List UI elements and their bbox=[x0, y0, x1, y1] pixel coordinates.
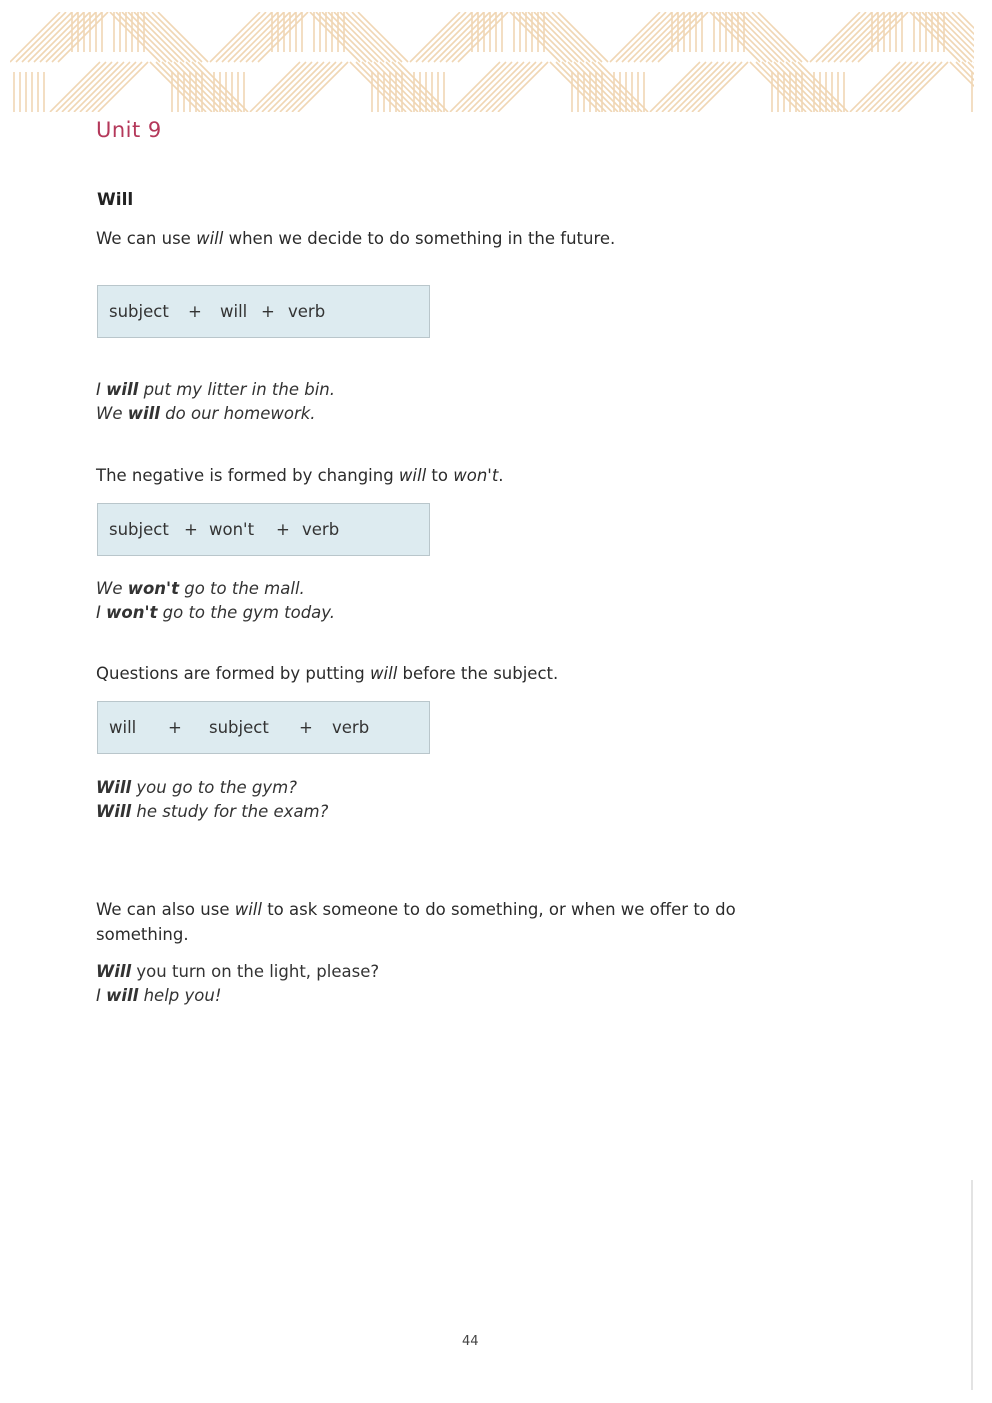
example-line: I will put my litter in the bin. bbox=[96, 380, 335, 399]
formula-affirmative: subject + will + verb bbox=[97, 285, 430, 338]
example-line: We won't go to the mall. bbox=[96, 579, 305, 598]
section-title: Will bbox=[97, 190, 134, 210]
example-line: I won't go to the gym today. bbox=[96, 603, 336, 622]
question-rule: Questions are formed by putting will before the subject. bbox=[96, 664, 559, 683]
examples-question bbox=[96, 776, 328, 824]
intro-paragraph: We can use will when we decide to do something in the future. bbox=[96, 229, 616, 248]
examples-request bbox=[96, 960, 379, 1008]
unit-title: Unit 9 bbox=[96, 118, 162, 142]
decorative-banner bbox=[10, 12, 974, 112]
example-line: I will help you! bbox=[96, 986, 222, 1005]
scan-edge-line bbox=[971, 1180, 973, 1390]
negative-rule: The negative is formed by changing will to won't. bbox=[96, 466, 504, 485]
formula-question: will + subject + verb bbox=[97, 701, 430, 754]
formula-negative: subject + won't + verb bbox=[97, 503, 430, 556]
example-line: Will you go to the gym? bbox=[96, 778, 297, 797]
page-number: 44 bbox=[462, 1334, 479, 1349]
example-line: Will he study for the exam? bbox=[96, 802, 329, 821]
examples-negative bbox=[96, 577, 335, 625]
example-line: We will do our homework. bbox=[96, 404, 316, 423]
examples-affirmative bbox=[96, 378, 335, 426]
request-rule: We can also use will to ask someone to do something, or when we offer to do something. bbox=[96, 900, 736, 944]
example-line: Will you turn on the light, please? bbox=[96, 962, 380, 981]
